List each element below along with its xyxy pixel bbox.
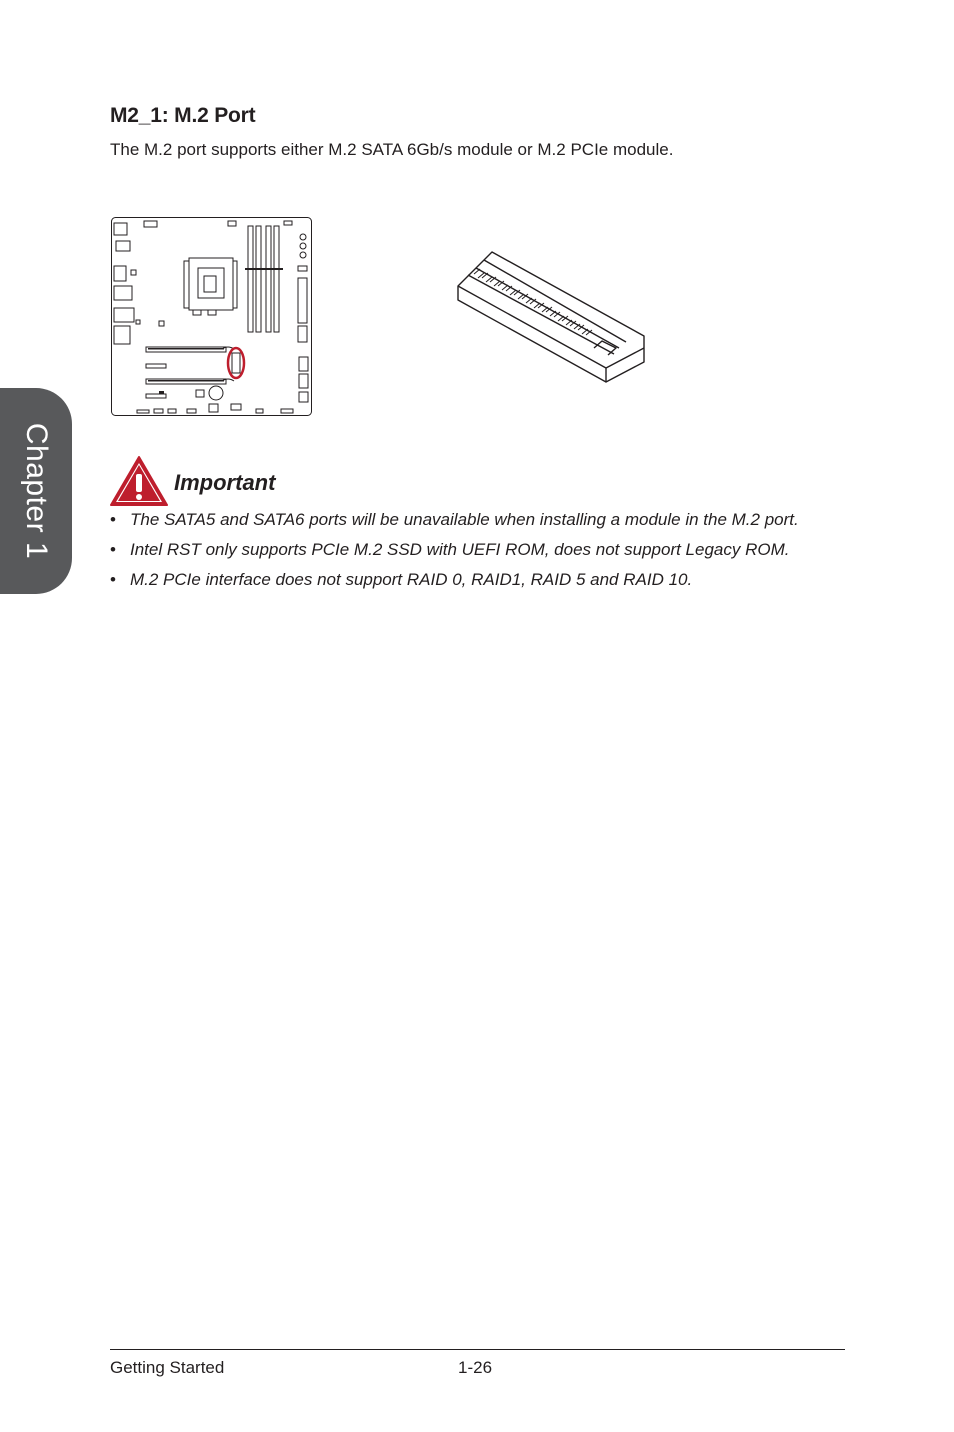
bullet: • — [110, 540, 116, 559]
warning-triangle-icon — [108, 454, 170, 508]
section-title: M2_1: M.2 Port — [110, 104, 256, 127]
list-item — [110, 538, 830, 561]
chapter-tab — [0, 388, 72, 594]
footer-divider — [110, 1349, 845, 1350]
important-notes-list — [110, 508, 830, 598]
list-item — [110, 568, 830, 591]
important-label — [174, 470, 275, 496]
note-text: Intel RST only supports PCIe M.2 SSD with UEFI ROM, does not support Legacy ROM. — [130, 540, 790, 559]
bullet: • — [110, 510, 116, 529]
note-text: The SATA5 and SATA6 ports will be unavailable when installing a module in the M.2 port. — [130, 510, 799, 529]
motherboard-diagram — [110, 216, 314, 418]
note-text: M.2 PCIe interface does not support RAID 0, RAID1, RAID 5 and RAID 10. — [130, 570, 693, 589]
bullet: • — [110, 570, 116, 589]
m2-connector-illustration — [454, 248, 650, 384]
chapter-tab-label: Chapter 1 — [20, 422, 53, 560]
important-label-text: Important — [174, 470, 276, 495]
footer-section-name: Getting Started — [110, 1358, 225, 1377]
section-intro: The M.2 port supports either M.2 SATA 6Gb/s module or M.2 PCIe module. — [110, 140, 674, 159]
list-item — [110, 508, 830, 531]
footer-page-number: 1-26 — [458, 1358, 493, 1377]
